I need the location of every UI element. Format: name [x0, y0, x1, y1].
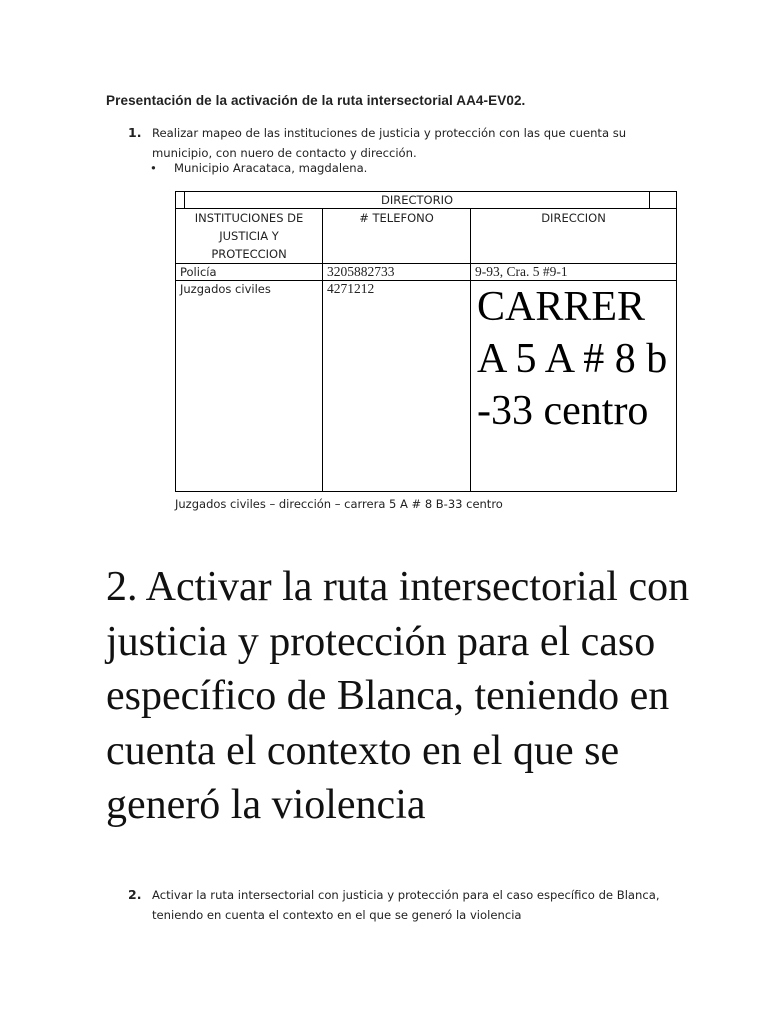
bullet-item: [150, 161, 367, 175]
title-spacer-right: [650, 192, 677, 208]
list-item-text-line-2: municipio, con nuero de contacto y dirección.: [152, 146, 417, 160]
bullet-text: Municipio Aracataca, magdalena.: [174, 161, 368, 175]
list-item-1: [128, 123, 648, 163]
list-item-number: 1.: [128, 125, 142, 140]
header-instituciones: [176, 209, 323, 264]
header-instituciones-line-3: PROTECCION: [211, 247, 287, 261]
table-row: [176, 264, 677, 281]
table-header-row: [176, 209, 677, 264]
header-instituciones-line-1: INSTITUCIONES DE: [194, 211, 304, 225]
list-item-2: [128, 885, 668, 925]
cell-direccion: 9-93, Cra. 5 #9-1: [471, 264, 677, 281]
list-item-number: 2.: [128, 887, 142, 902]
address-note: Juzgados civiles – dirección – carrera 5 A # 8 B-33 centro: [175, 497, 503, 511]
header-direccion: DIRECCION: [471, 209, 677, 264]
cell-direccion: CARRERA 5 A # 8 b-33 centro: [471, 281, 677, 492]
title-spacer-left: [176, 192, 185, 208]
list-item-text-line-1: Realizar mapeo de las instituciones de justicia y protección con las que cuenta su: [152, 126, 627, 140]
cell-telefono: 4271212: [323, 281, 471, 492]
cell-institucion: Juzgados civiles: [176, 281, 323, 492]
list-item-text-line-1: Activar la ruta intersectorial con justicia y protección para el caso específico de Blanca,: [152, 888, 660, 902]
table-title: DIRECTORIO: [380, 193, 454, 207]
header-telefono: # TELEFONO: [323, 209, 471, 264]
document-heading: Presentación de la activación de la ruta intersectorial AA4-EV02.: [106, 93, 526, 108]
header-instituciones-line-2: JUSTICIA Y: [219, 229, 279, 243]
table-title-row: [176, 192, 677, 209]
large-paragraph: 2. Activar la ruta intersectorial con justicia y protección para el caso específico de Blanca, teniendo en cuenta el contexto en el que se generó la violencia: [106, 564, 690, 828]
table-row: [176, 281, 677, 492]
cell-institucion: Policía: [176, 264, 323, 281]
title-inner-table: [176, 192, 676, 208]
list-item-text-line-2: teniendo en cuenta el contexto en el que se generó la violencia: [152, 908, 522, 922]
directory-table: [175, 191, 677, 492]
bullet-icon: •: [150, 161, 157, 175]
cell-telefono: 3205882733: [323, 264, 471, 281]
